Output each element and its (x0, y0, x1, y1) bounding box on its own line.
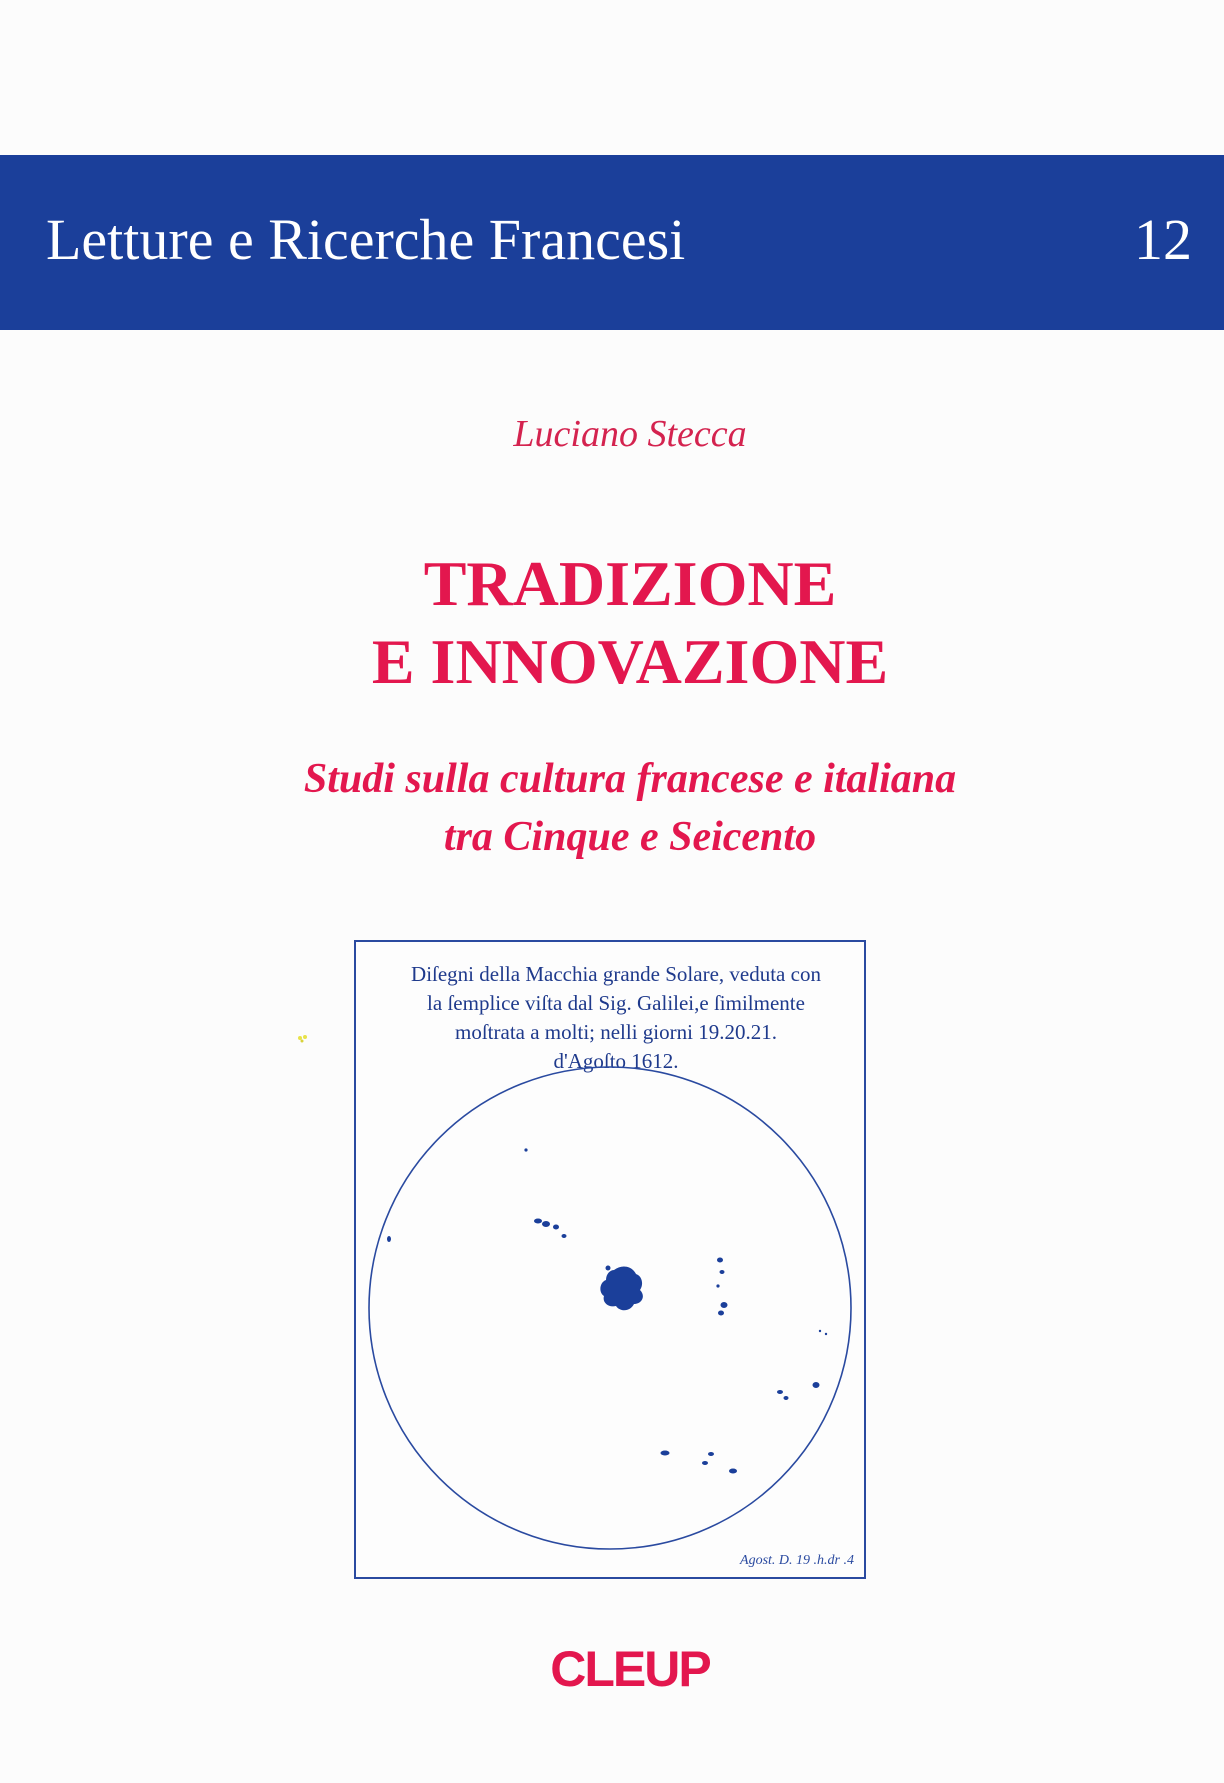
sunspot (718, 1311, 724, 1316)
series-title: Letture e Ricerche Francesi (46, 207, 686, 272)
sunspot (717, 1258, 723, 1263)
sunspot (819, 1330, 821, 1332)
sunspot (729, 1469, 737, 1474)
sunspot (825, 1333, 827, 1335)
cover-illustration-frame (354, 940, 866, 1579)
book-title (0, 545, 1224, 701)
caption-line: d'Agoſto 1612. (553, 1049, 679, 1073)
sunspot (813, 1382, 820, 1388)
book-title-line-2: E INNOVAZIONE (371, 626, 889, 697)
sunspot-large (600, 1267, 643, 1311)
sunspot (708, 1452, 714, 1456)
sunspot (534, 1219, 542, 1224)
caption-line: la ſemplice viſta dal Sig. Galilei,e ſimilmente (427, 991, 805, 1015)
illustration-signature: Agost. D. 19 .h.dr .4 (740, 1553, 854, 1568)
sunspot (716, 1284, 719, 1287)
caption-line: Diſegni della Macchia grande Solare, veduta con (411, 962, 821, 986)
sunspot (661, 1451, 670, 1456)
book-subtitle (0, 750, 1224, 866)
sun-disc-outline (369, 1067, 851, 1549)
sunspot (606, 1266, 611, 1271)
book-subtitle-line-1: Studi sulla cultura francese e italiana (303, 756, 957, 802)
sunspot (721, 1302, 728, 1308)
sunspot (777, 1390, 783, 1394)
sunspots (387, 1148, 827, 1473)
sunspot (702, 1461, 708, 1465)
caption-line: moſtrata a molti; nelli giorni 19.20.21. (455, 1020, 777, 1044)
sunspot (387, 1236, 391, 1242)
book-subtitle-line-2: tra Cinque e Seicento (443, 814, 817, 860)
sunspot (553, 1225, 559, 1230)
sunspot (524, 1148, 527, 1151)
sunspot (784, 1396, 789, 1400)
decorative-speck (296, 1033, 310, 1043)
sunspot (720, 1270, 725, 1274)
sunspot (562, 1234, 567, 1238)
author-name: Luciano Stecca (513, 413, 747, 455)
publisher-logo: CLEUP (550, 1641, 710, 1697)
series-number: 12 (1134, 207, 1192, 272)
book-title-line-1: TRADIZIONE (423, 548, 837, 619)
sun-disc-drawing (356, 942, 864, 1577)
sunspot (542, 1221, 550, 1227)
